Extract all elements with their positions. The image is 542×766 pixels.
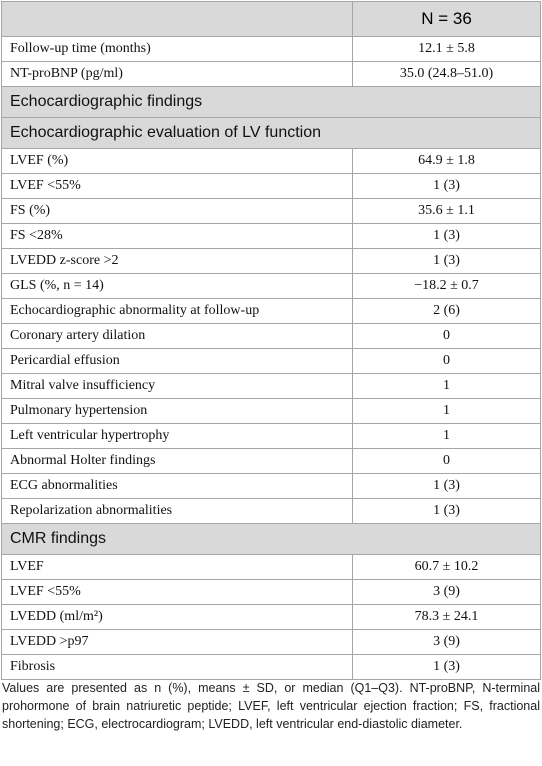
table-row	[2, 274, 541, 299]
section-title: Echocardiographic evaluation of LV function	[2, 118, 541, 149]
row-label: GLS (%, n = 14)	[2, 274, 353, 299]
section-title: Echocardiographic findings	[2, 87, 541, 118]
row-value: 1	[353, 374, 541, 399]
table-row	[2, 655, 541, 680]
row-value: 0	[353, 449, 541, 474]
table-row	[2, 374, 541, 399]
row-value: 12.1 ± 5.8	[353, 37, 541, 62]
section-row-lv	[2, 118, 541, 149]
table-row	[2, 174, 541, 199]
row-value: 2 (6)	[353, 299, 541, 324]
section-row-echo	[2, 87, 541, 118]
header-empty-cell	[2, 2, 353, 37]
row-value: 3 (9)	[353, 630, 541, 655]
table-row	[2, 474, 541, 499]
row-value: 1	[353, 424, 541, 449]
section-title: CMR findings	[2, 524, 541, 555]
row-value: 35.0 (24.8–51.0)	[353, 62, 541, 87]
row-value: 64.9 ± 1.8	[353, 149, 541, 174]
table-row	[2, 62, 541, 87]
row-label: NT-proBNP (pg/ml)	[2, 62, 353, 87]
row-value: −18.2 ± 0.7	[353, 274, 541, 299]
table-header-row	[2, 2, 541, 37]
row-value: 1 (3)	[353, 474, 541, 499]
section-row-cmr	[2, 524, 541, 555]
row-value: 78.3 ± 24.1	[353, 605, 541, 630]
results-table	[1, 1, 541, 680]
row-label: LVEDD (ml/m²)	[2, 605, 353, 630]
table-row	[2, 324, 541, 349]
row-label: Mitral valve insufficiency	[2, 374, 353, 399]
row-label: Coronary artery dilation	[2, 324, 353, 349]
row-label: FS (%)	[2, 199, 353, 224]
row-value: 60.7 ± 10.2	[353, 555, 541, 580]
table-row	[2, 349, 541, 374]
row-label: LVEF <55%	[2, 174, 353, 199]
table-row	[2, 605, 541, 630]
table-row	[2, 499, 541, 524]
table-row	[2, 449, 541, 474]
table-row	[2, 299, 541, 324]
row-label: Follow-up time (months)	[2, 37, 353, 62]
row-label: FS <28%	[2, 224, 353, 249]
row-value: 1 (3)	[353, 224, 541, 249]
row-value: 0	[353, 349, 541, 374]
row-label: Repolarization abnormalities	[2, 499, 353, 524]
row-value: 1 (3)	[353, 174, 541, 199]
row-label: Abnormal Holter findings	[2, 449, 353, 474]
table-row	[2, 149, 541, 174]
row-label: ECG abnormalities	[2, 474, 353, 499]
row-label: Left ventricular hypertrophy	[2, 424, 353, 449]
table-row	[2, 555, 541, 580]
row-value: 1 (3)	[353, 499, 541, 524]
row-value: 0	[353, 324, 541, 349]
table-row	[2, 37, 541, 62]
row-value: 3 (9)	[353, 580, 541, 605]
row-value: 1 (3)	[353, 249, 541, 274]
row-label: Pulmonary hypertension	[2, 399, 353, 424]
row-label: Pericardial effusion	[2, 349, 353, 374]
row-value: 35.6 ± 1.1	[353, 199, 541, 224]
table-row	[2, 224, 541, 249]
row-label: LVEDD >p97	[2, 630, 353, 655]
header-n-cell: N = 36	[353, 2, 541, 37]
table-row	[2, 580, 541, 605]
row-value: 1	[353, 399, 541, 424]
row-label: Fibrosis	[2, 655, 353, 680]
row-label: LVEF	[2, 555, 353, 580]
table-row	[2, 630, 541, 655]
table-row	[2, 399, 541, 424]
table-row	[2, 199, 541, 224]
row-label: LVEDD z-score >2	[2, 249, 353, 274]
table-row	[2, 249, 541, 274]
row-value: 1 (3)	[353, 655, 541, 680]
row-label: Echocardiographic abnormality at follow-up	[2, 299, 353, 324]
row-label: LVEF <55%	[2, 580, 353, 605]
table-row	[2, 424, 541, 449]
table-footnote: Values are presented as n (%), means ± SD, or median (Q1–Q3). NT-proBNP, N-terminal prohormone of brain natriuretic peptide; LVEF, left ventricular ejection fraction; FS, fractional shortening; ECG, electrocardiogram; LVEDD, left ventricular end-diastolic diameter.	[2, 681, 540, 731]
row-label: LVEF (%)	[2, 149, 353, 174]
